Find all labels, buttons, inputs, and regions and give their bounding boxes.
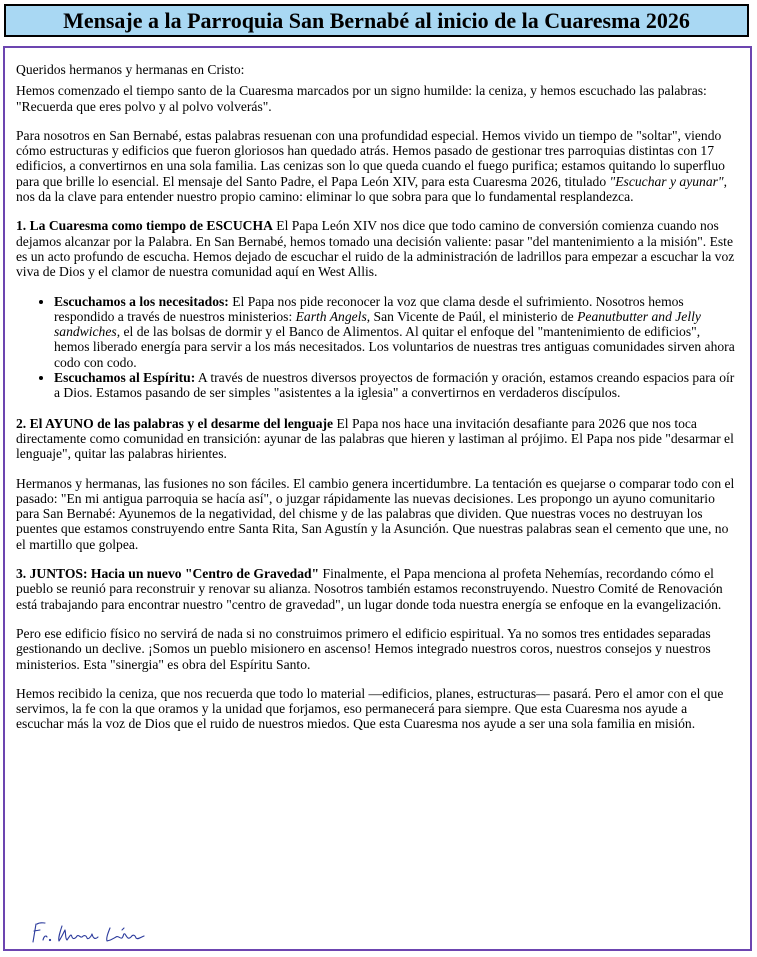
- section-3-followup: Pero ese edificio físico no servirá de nada si no construimos primero el edificio espiritual. Ya no somos tres entidades separadas gestionando un declive. ¡Somos un pueblo misionero en ascenso! Hemos integrado nuestros coros, nuestros consejos y nuestros ministerios. Esta "sinergia" es obra del Espíritu Santo.: [16, 625, 711, 672]
- section-1-heading: 1. La Cuaresma como tiempo de ESCUCHA: [16, 218, 273, 234]
- section-2-text: El Papa nos hace una invitación desafiante para 2026 que nos toca directamente como comunidad en transición: ayunar de las palabras que hieren y lastiman al prójimo. El Papa nos pide "desarmar el lenguaje", quitar las palabras hirientes.: [16, 415, 734, 462]
- bullet-1-heading: Escuchamos a los necesitados:: [54, 293, 229, 309]
- bullet-2-heading: Escuchamos al Espíritu:: [54, 370, 196, 386]
- list-item: [54, 370, 738, 401]
- intro-paragraph: Hemos comenzado el tiempo santo de la Cuaresma marcados por un signo humilde: la ceniza, y hemos escuchado las palabras: "Recuerda que eres polvo y al polvo volverás".: [16, 83, 707, 114]
- section-3-text: Finalmente, el Papa menciona al profeta Nehemías, recordando cómo el pueblo se reunió para reconstruir y renovar su alianza. Nosotros también estamos reconstruyendo. Nuestro Comité de Renovación está trabajando para encontrar nuestro "centro de gravedad", un lugar donde toda nuestra energía se enfoque en la evangelización.: [16, 566, 723, 612]
- signature: [28, 918, 158, 948]
- context-text: Para nosotros en San Bernabé, estas palabras resuenan con una profundidad especial. Hemos vivido un tiempo de "soltar", viendo cómo estructuras y edificios que fueron gloriosos han quedado atrás. Hemos pasado de gestionar tres parroquias distintas con 17 edificios, a convertirnos en una sola familia. Las cenizas son lo que queda cuando el fuego purifica; estamos quitando lo superfluo para que brille lo esencial. El mensaje del Santo Padre, el Papa León XIV, para esta Cuaresma 2026, titulado: [16, 127, 725, 189]
- section-3-paragraph: [16, 566, 738, 612]
- bullet-2-text: A través de nuestros diversos proyectos de formación y oración, estamos creando espacios para oír a Dios. Estamos pasando de ser simples "asistentes a la iglesia" a convertirnos en verdaderos discípulos.: [54, 370, 735, 401]
- context-tail: , nos da la clave para entender nuestro propio camino: eliminar lo que sobra para que lo fundamental resplandezca.: [16, 173, 728, 205]
- letter-body: [16, 62, 738, 746]
- section-3-heading: 3. JUNTOS: Hacia un nuevo "Centro de Gravedad": [16, 566, 320, 582]
- ministry-name: Earth Angels: [295, 308, 367, 324]
- greeting: Queridos hermanos y hermanas en Cristo:: [16, 62, 245, 77]
- ministry-name-2: Peanutbutter and Jelly sandwiches: [54, 308, 701, 340]
- section-1-list: [16, 294, 738, 401]
- section-2-heading: 2. El AYUNO de las palabras y el desarme del lenguaje: [16, 415, 334, 431]
- section-2-followup: Hermanos y hermanas, las fusiones no son fáciles. El cambio genera incertidumbre. La tentación es quejarse o comparar todo con el pasado: "En mi antigua parroquia se hacía así", o juzgar rápidamente las nuevas decisiones. Les propongo un ayuno comunitario para San Bernabé: Ayunemos de la negatividad, del chisme y de las palabras que dividen. Que nuestras voces no destruyan los puentes que estamos construyendo entre Santa Rita, San Agustín y la Asunción. Que nuestras palabras sean el cemento que une, no el martillo que golpea.: [16, 475, 735, 552]
- message-title: "Escuchar y ayunar": [609, 173, 724, 189]
- section-1-paragraph: [16, 218, 738, 279]
- page-title: Mensaje a la Parroquia San Bernabé al inicio de la Cuaresma 2026: [4, 4, 749, 37]
- section-1-text: El Papa León XIV nos dice que todo camino de conversión comienza cuando nos dejamos alcanzar por la Palabra. En San Bernabé, hemos tomado una decisión valiente: pasar "del mantenimiento a la misión". Este es un acto profundo de escucha. Hemos dejado de escuchar el ruido de la administración de ladrillos para empezar a escuchar la voz viva de Dios y el clamor de nuestra comunidad aquí en West Allis.: [16, 218, 735, 280]
- bullet-1-text-2: , San Vicente de Paúl, el ministerio de: [366, 308, 578, 324]
- list-item: [54, 294, 738, 370]
- bullet-1-text-3: , el de las bolsas de dormir y el Banco de Alimentos. Al quitar el enfoque del "mantenimiento de edificios", hemos liberado energía para servir a los más necesitados. Los voluntarios de nuestras tres antiguas comunidades sirven ahora codo con codo.: [54, 324, 735, 370]
- closing-paragraph: Hemos recibido la ceniza, que nos recuerda que todo lo material —edificios, planes, estructuras— pasará. Pero el amor con el que servimos, la fe con la que oramos y la unidad que forjamos, eso permanecerá para siempre. Que esta Cuaresma nos ayude a escuchar más la voz de Dios que el ruido de nuestros miedos. Que esta Cuaresma nos ayude a ser una sola familia en misión.: [16, 685, 724, 732]
- section-2-paragraph: [16, 416, 738, 462]
- bullet-1-text: El Papa nos pide reconocer la voz que clama desde el sufrimiento. Nosotros hemos respondido a través de nuestros ministerios:: [54, 293, 684, 324]
- context-paragraph: [16, 128, 738, 204]
